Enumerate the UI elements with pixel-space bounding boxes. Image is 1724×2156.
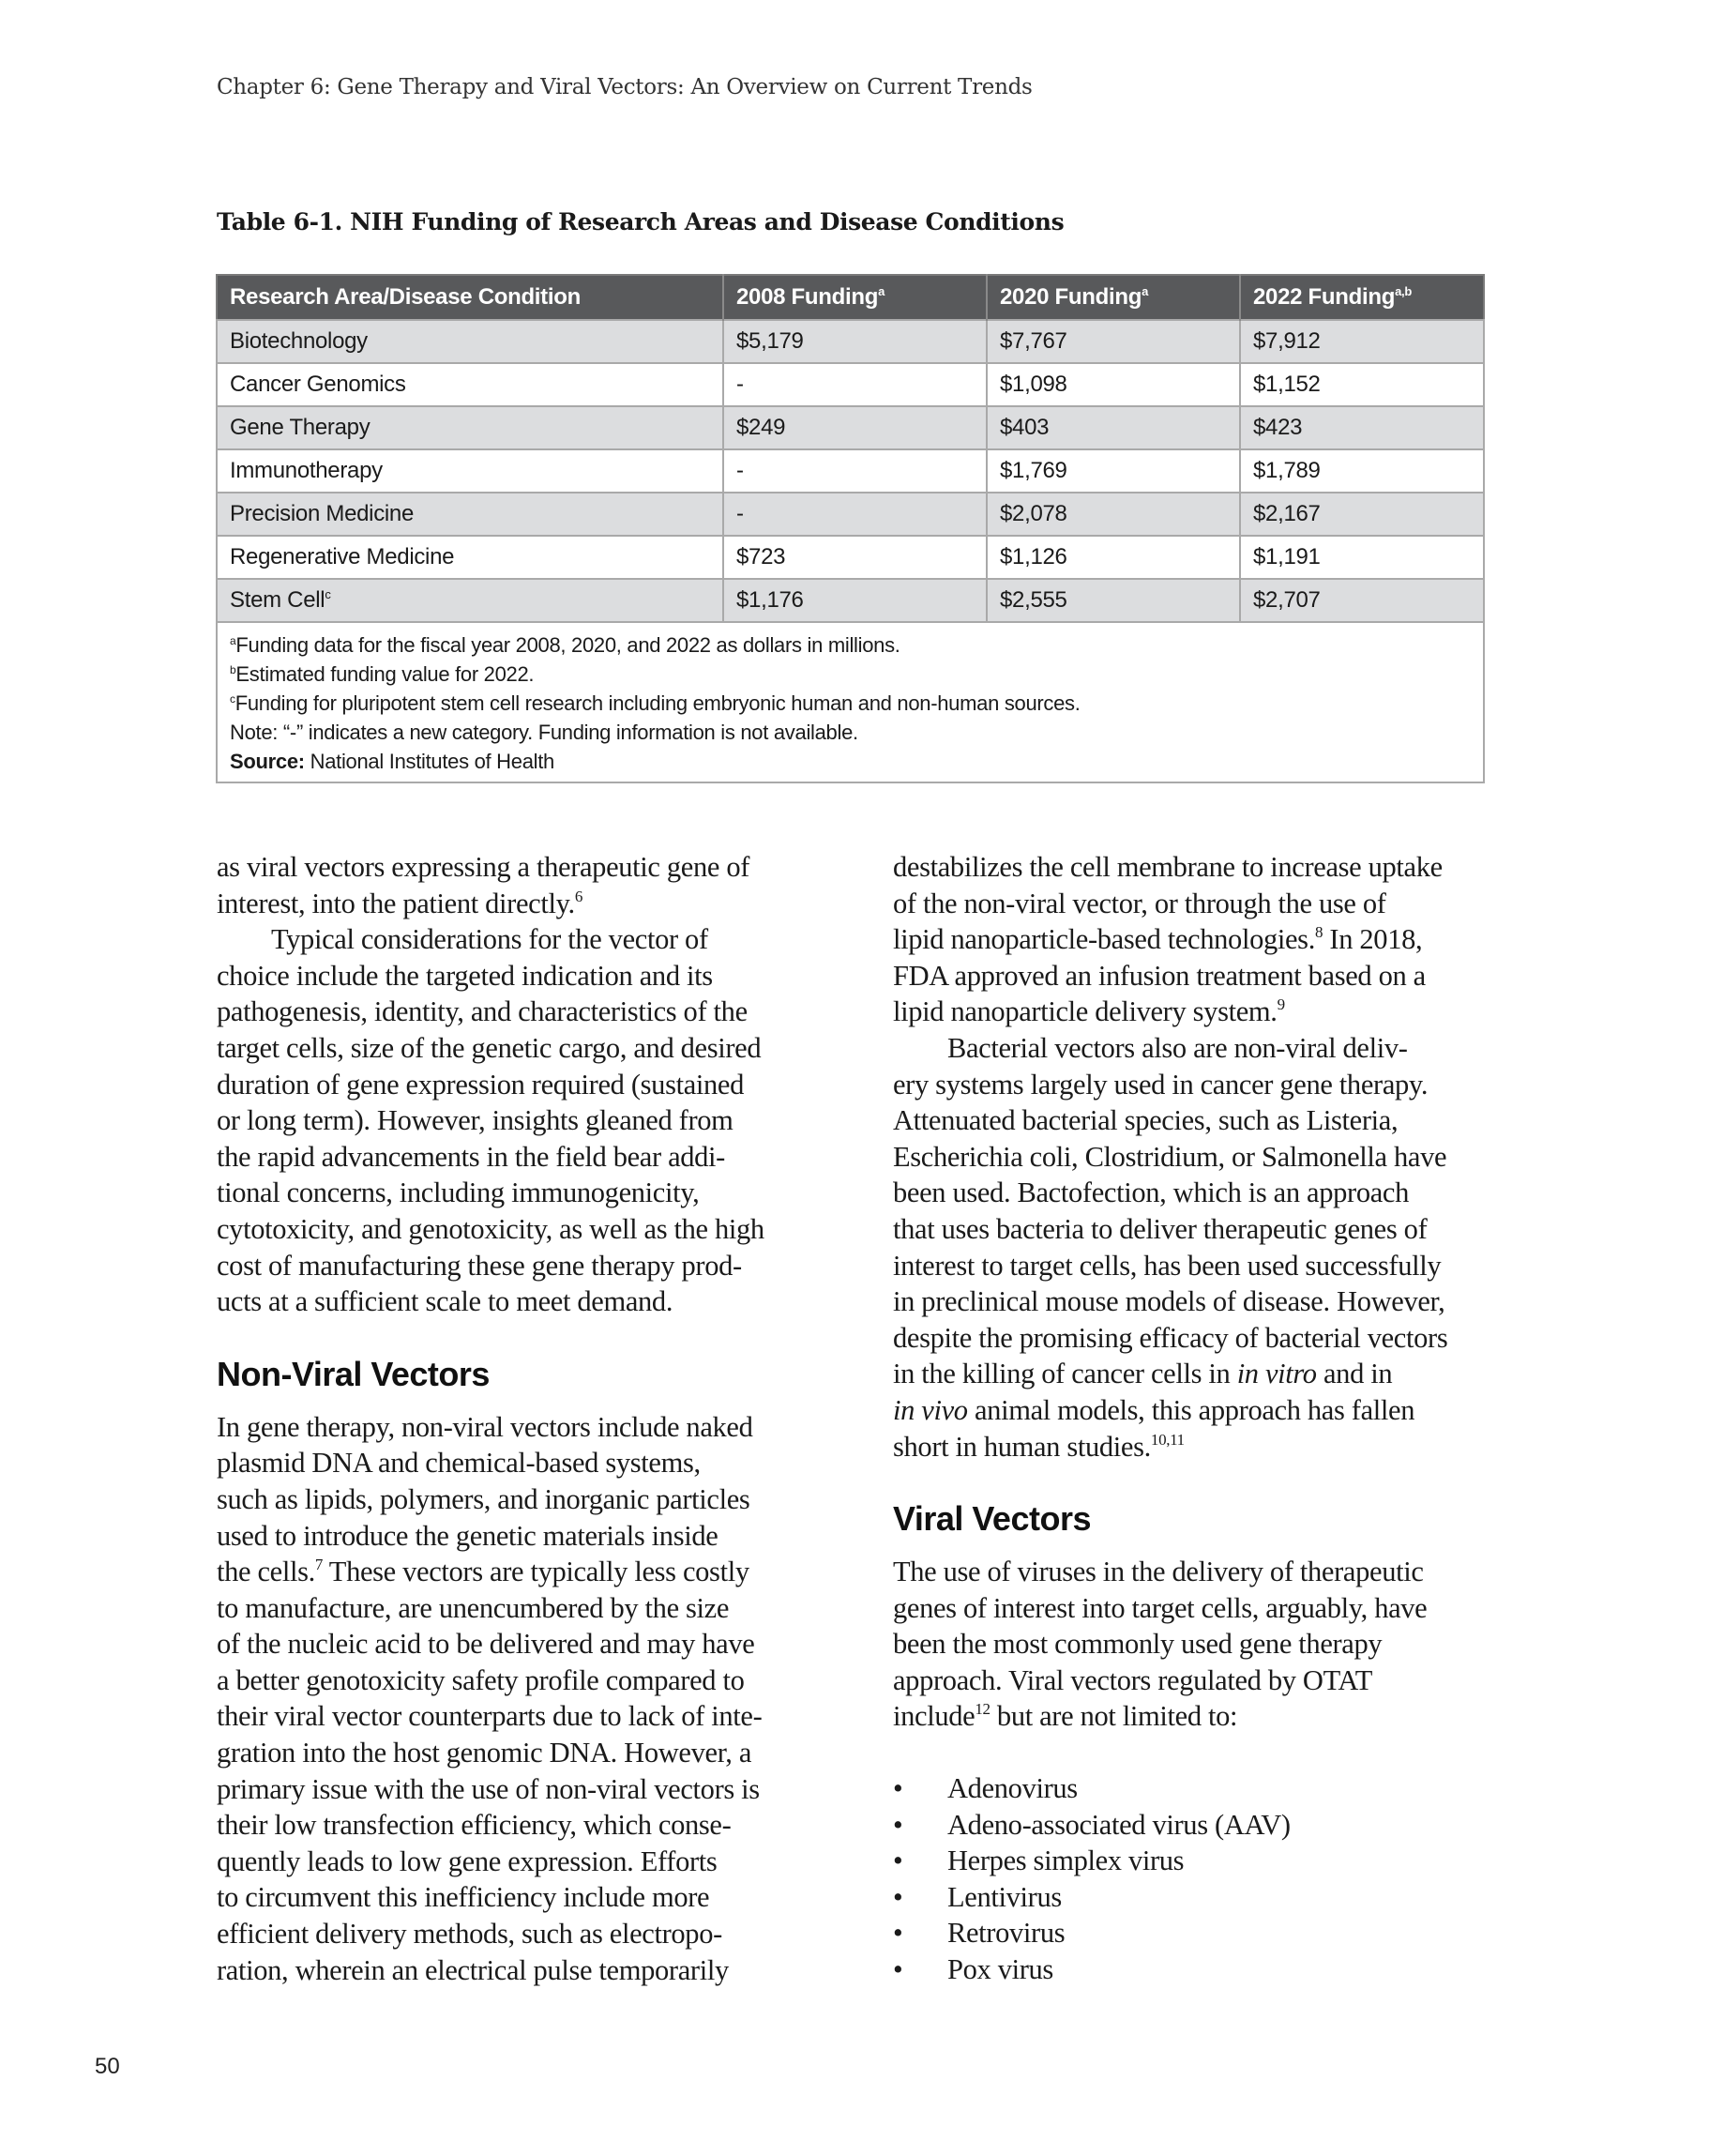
text-line: of the nucleic acid to be delivered and may have [217, 1628, 755, 1661]
text-line: despite the promising efficacy of bacterial vectors [893, 1321, 1448, 1354]
footnote-b [230, 660, 1471, 689]
text-line: of the non-viral vector, or through the use of [893, 887, 1386, 919]
bullet-icon: • [893, 1772, 903, 1805]
text-line: gration into the host genomic DNA. However, a [217, 1737, 752, 1769]
text-line: target cells, size of the genetic cargo, and desired [217, 1031, 762, 1064]
area-label: Precision Medicine [230, 501, 415, 526]
text-line: tional concerns, including immunogenicity, [217, 1177, 700, 1209]
cell-2020: $2,555 [987, 579, 1240, 622]
section-heading-wrap [217, 1356, 817, 1409]
text-line: to circumvent this inefficiency include more [217, 1881, 710, 1914]
area-label: Stem Cell [230, 587, 325, 613]
text-line: that uses bacteria to deliver therapeutic genes of [893, 1212, 1428, 1245]
footnote-marker: b [230, 663, 236, 676]
footnote-text: Funding data for the fiscal year 2008, 2020, and 2022 as dollars in millions. [235, 633, 900, 657]
text-line: or long term). However, insights gleaned from [217, 1104, 733, 1137]
list-item [893, 1915, 1493, 1951]
cell-2020: $7,767 [987, 320, 1240, 363]
table-row [217, 320, 1484, 363]
text-line: in preclinical mouse models of disease. However, [893, 1285, 1445, 1318]
text-line [893, 1429, 1493, 1465]
table-row [217, 579, 1484, 622]
cell-2020: $2,078 [987, 493, 1240, 536]
text-line: approach. Viral vectors regulated by OTAT [893, 1663, 1372, 1696]
text-line: genes of interest into target cells, arguably, have [893, 1591, 1428, 1624]
bullet-icon: • [893, 1808, 903, 1841]
table-row [217, 449, 1484, 493]
text-span: In 2018, [1323, 923, 1423, 956]
list-item [893, 1770, 1493, 1807]
source-label: Source: [230, 750, 305, 773]
text-line: cost of manufacturing these gene therapy prod- [217, 1249, 742, 1282]
left-column [217, 849, 817, 1988]
text-line: ucts at a sufficient scale to meet demand. [217, 1285, 673, 1318]
list-item [893, 1843, 1493, 1879]
list-item [893, 1951, 1493, 1988]
cell-2022: $1,152 [1240, 363, 1484, 406]
cell-2008: - [723, 363, 987, 406]
text-line: as viral vectors expressing a therapeutic gene of [217, 851, 750, 883]
footnote-a [230, 630, 1471, 660]
list-item [893, 1807, 1493, 1844]
text-line [217, 1554, 817, 1590]
footnote-marker: a,b [1395, 284, 1412, 298]
bullet-icon: • [893, 1917, 903, 1950]
funding-table [216, 274, 1485, 783]
column-header-label: 2008 Funding [736, 284, 879, 310]
spacer [893, 1465, 1493, 1500]
reference-marker: 8 [1314, 923, 1323, 942]
list-item-label: Adenovirus [947, 1772, 1078, 1805]
cell-area [217, 536, 723, 579]
text-span: the cells. [217, 1556, 315, 1588]
list-item-label: Pox virus [947, 1953, 1053, 1986]
column-header-area [217, 275, 723, 320]
cell-area [217, 449, 723, 493]
text-line: duration of gene expression required (sustained [217, 1068, 745, 1101]
text-line: to manufacture, are unencumbered by the size [217, 1591, 730, 1624]
text-line: interest to target cells, has been used successfully [893, 1249, 1442, 1282]
text-span: but are not limited to: [990, 1700, 1238, 1733]
spacer [217, 1320, 817, 1356]
list-item-label: Lentivirus [947, 1880, 1062, 1913]
section-heading-non-viral: Non-Viral Vectors [217, 1354, 490, 1393]
cell-2020: $403 [987, 406, 1240, 449]
text-line: used to introduce the genetic materials inside [217, 1519, 718, 1552]
text-span: These vectors are typically less costly [323, 1556, 749, 1588]
italic-term: in vitro [1236, 1358, 1317, 1390]
text-line: been used. Bactofection, which is an approach [893, 1177, 1409, 1209]
text-line: In gene therapy, non-viral vectors include naked [217, 1410, 753, 1443]
column-header-2022 [1240, 275, 1484, 320]
text-line: the rapid advancements in the field bear addi- [217, 1140, 725, 1173]
section-heading-viral: Viral Vectors [893, 1499, 1091, 1539]
cell-2020: $1,098 [987, 363, 1240, 406]
table-header-row [217, 275, 1484, 320]
spacer [893, 1735, 1493, 1770]
cell-2022: $1,789 [1240, 449, 1484, 493]
text-line: The use of viruses in the delivery of therapeutic [893, 1556, 1424, 1588]
text-line: Escherichia coli, Clostridium, or Salmonella have [893, 1140, 1447, 1173]
table-row [217, 493, 1484, 536]
cell-2022: $1,191 [1240, 536, 1484, 579]
text-line [893, 1356, 1493, 1392]
table-row [217, 363, 1484, 406]
text-line: a better genotoxicity safety profile compared to [217, 1663, 745, 1696]
text-line: cytotoxicity, and genotoxicity, as well as the high [217, 1212, 764, 1245]
table-row [217, 406, 1484, 449]
cell-2020: $1,126 [987, 536, 1240, 579]
text-line: FDA approved an infusion treatment based on a [893, 959, 1426, 992]
cell-2020: $1,769 [987, 449, 1240, 493]
text-line [893, 1392, 1493, 1429]
bullet-icon: • [893, 1845, 903, 1877]
text-line: Attenuated bacterial species, such as Listeria, [893, 1104, 1399, 1137]
page-number: 50 [95, 2054, 120, 2079]
reference-marker: 7 [314, 1556, 324, 1574]
text-line: pathogenesis, identity, and characteristics of the [217, 995, 748, 1028]
table-notes-row [217, 622, 1484, 782]
text-line: plasmid DNA and chemical-based systems, [217, 1447, 701, 1480]
source-text: National Institutes of Health [304, 750, 554, 773]
bullet-icon: • [893, 1953, 903, 1986]
cell-2008: $1,176 [723, 579, 987, 622]
cell-area [217, 320, 723, 363]
text-line: quently leads to low gene expression. Efforts [217, 1845, 718, 1877]
cell-area [217, 406, 723, 449]
column-header-2020 [987, 275, 1240, 320]
area-label: Cancer Genomics [230, 372, 406, 397]
text-line: their viral vector counterparts due to lack of inte- [217, 1700, 763, 1733]
section-heading-wrap [893, 1500, 1493, 1554]
footnote-text: Funding for pluripotent stem cell research including embryonic human and non-human sources. [234, 691, 1081, 715]
cell-2022: $2,167 [1240, 493, 1484, 536]
text-line [893, 994, 1493, 1030]
cell-2008: $723 [723, 536, 987, 579]
bullet-icon: • [893, 1880, 903, 1913]
area-label: Regenerative Medicine [230, 544, 455, 569]
area-label: Immunotherapy [230, 458, 383, 483]
text-line: efficient delivery methods, such as electropo- [217, 1918, 722, 1951]
viral-vector-list [893, 1770, 1493, 1988]
reference-marker: 12 [975, 1700, 991, 1719]
footnote-marker: c [230, 692, 235, 706]
cell-area [217, 579, 723, 622]
cell-2022: $7,912 [1240, 320, 1484, 363]
text-line [893, 1698, 1493, 1735]
text-line [217, 886, 817, 922]
cell-2008: $5,179 [723, 320, 987, 363]
footnote-c [230, 689, 1471, 718]
table-row [217, 536, 1484, 579]
reference-marker: 10,11 [1150, 1430, 1185, 1449]
text-line: Bacterial vectors also are non-viral deliv- [947, 1031, 1408, 1064]
list-item-label: Adeno-associated virus (AAV) [947, 1808, 1291, 1841]
footnote-marker: a [230, 634, 236, 647]
text-line [893, 921, 1493, 958]
text-line: their low transfection efficiency, which conse- [217, 1809, 732, 1842]
italic-term: in vivo [893, 1393, 968, 1426]
cell-area [217, 363, 723, 406]
text-span: include [893, 1700, 975, 1733]
text-line: choice include the targeted indication and its [217, 959, 713, 992]
column-header-2008 [723, 275, 987, 320]
text-line: ration, wherein an electrical pulse temporarily [217, 1953, 729, 1986]
text-line: primary issue with the use of non-viral vectors is [217, 1772, 760, 1805]
column-header-label: 2022 Funding [1253, 284, 1396, 310]
text-line: been the most commonly used gene therapy [893, 1628, 1383, 1661]
text-span: lipid nanoparticle delivery system. [893, 995, 1278, 1028]
running-header: Chapter 6: Gene Therapy and Viral Vectors: An Overview on Current Trends [217, 75, 1033, 99]
footnote-marker: a [878, 284, 885, 298]
text-span: in the killing of cancer cells in [893, 1358, 1237, 1390]
cell-2008: - [723, 493, 987, 536]
area-label: Gene Therapy [230, 415, 371, 440]
text-line: destabilizes the cell membrane to increase uptake [893, 851, 1443, 883]
table-source [230, 747, 1471, 776]
column-header-label: Research Area/Disease Condition [230, 284, 581, 310]
cell-2022: $2,707 [1240, 579, 1484, 622]
list-item [893, 1879, 1493, 1916]
text-span: interest, into the patient directly. [217, 887, 575, 919]
cell-2022: $423 [1240, 406, 1484, 449]
footnote-text: Estimated funding value for 2022. [235, 662, 535, 686]
footnote-marker: a [1142, 284, 1149, 298]
list-item-label: Herpes simplex virus [947, 1845, 1185, 1877]
cell-2008: - [723, 449, 987, 493]
text-span: lipid nanoparticle-based technologies. [893, 923, 1315, 956]
reference-marker: 9 [1277, 995, 1285, 1014]
table-notes [217, 622, 1484, 782]
list-item-label: Retrovirus [947, 1917, 1066, 1950]
text-line: such as lipids, polymers, and inorganic particles [217, 1482, 750, 1515]
cell-2008: $249 [723, 406, 987, 449]
text-span: and in [1316, 1358, 1393, 1390]
area-label: Biotechnology [230, 328, 368, 354]
footnote-marker: c [325, 587, 331, 601]
text-span: animal models, this approach has fallen [967, 1393, 1415, 1426]
cell-area [217, 493, 723, 536]
text-line: Typical considerations for the vector of [271, 923, 708, 956]
table-note: Note: “-” indicates a new category. Funding information is not available. [230, 721, 858, 744]
right-column [893, 849, 1493, 1988]
text-line: ery systems largely used in cancer gene therapy. [893, 1068, 1429, 1101]
table-title: Table 6-1. NIH Funding of Research Areas and Disease Conditions [217, 208, 1065, 235]
column-header-label: 2020 Funding [1000, 284, 1142, 310]
text-span: short in human studies. [893, 1430, 1151, 1463]
reference-marker: 6 [574, 887, 582, 905]
